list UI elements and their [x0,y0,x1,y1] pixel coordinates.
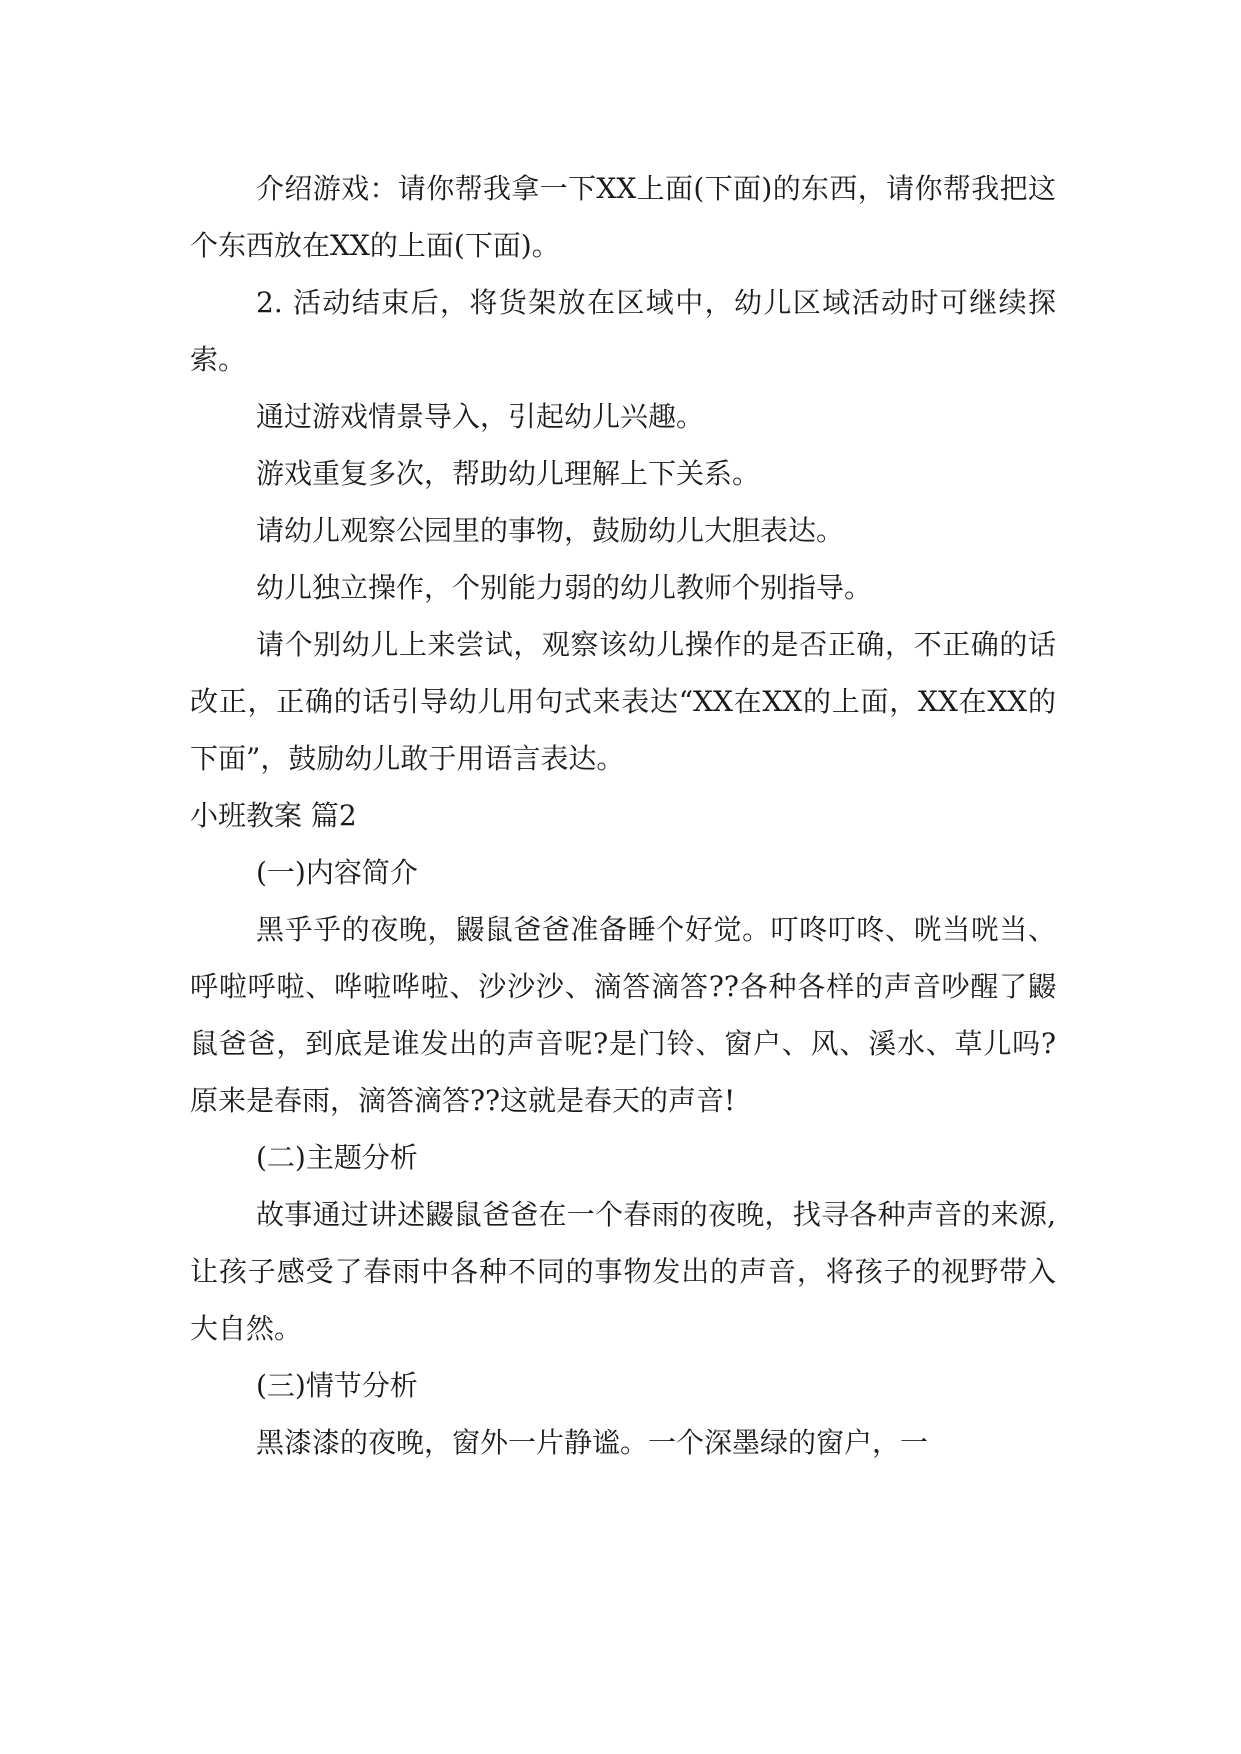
document-page [190,160,1056,1471]
subheading-theme-analysis: (二)主题分析 [256,1141,418,1174]
paragraph-independent-work: 幼儿独立操作，个别能力弱的幼儿教师个别指导。 [256,571,873,604]
paragraph-scene-intro: 通过游戏情景导入，引起幼儿兴趣。 [256,400,705,433]
subheading-content-summary: (一)内容简介 [256,856,418,889]
paragraph-theme-analysis: 故事通过讲述鼹鼠爸爸在一个春雨的夜晚，找寻各种声音的来源,让孩子感受了春雨中各种不同的事物发出的声音，将孩子的视野带入大自然。 [190,1198,1056,1345]
paragraph-repeat-game: 游戏重复多次，帮助幼儿理解上下关系。 [256,457,761,490]
subheading-plot-analysis: (三)情节分析 [256,1369,418,1402]
paragraph-game-intro: 介绍游戏：请你帮我拿一下XX上面(下面)的东西，请你帮我把这个东西放在XX的上面(下面)。 [190,172,1056,262]
paragraph-story-summary: 黑乎乎的夜晚，鼹鼠爸爸准备睡个好觉。叮咚叮咚、咣当咣当、呼啦呼啦、哗啦哗啦、沙沙沙、滴答滴答??各种各样的声音吵醒了鼹鼠爸爸，到底是谁发出的声音呢?是门铃、窗户、风、溪水、草儿吗?原来是春雨，滴答滴答??这就是春天的声音! [190,913,1056,1117]
paragraph-try-and-express: 请个别幼儿上来尝试，观察该幼儿操作的是否正确，不正确的话改正，正确的话引导幼儿用句式来表达“XX在XX的上面，XX在XX的下面”，鼓励幼儿敢于用语言表达。 [190,628,1056,775]
paragraph-plot-analysis: 黑漆漆的夜晚，窗外一片静谧。一个深墨绿的窗户，一 [256,1426,929,1459]
paragraph-observe-park: 请幼儿观察公园里的事物，鼓励幼儿大胆表达。 [256,514,845,547]
section-heading-lesson-2: 小班教案 篇2 [190,799,357,832]
paragraph-after-activity: 2. 活动结束后，将货架放在区域中，幼儿区域活动时可继续探索。 [190,286,1056,376]
